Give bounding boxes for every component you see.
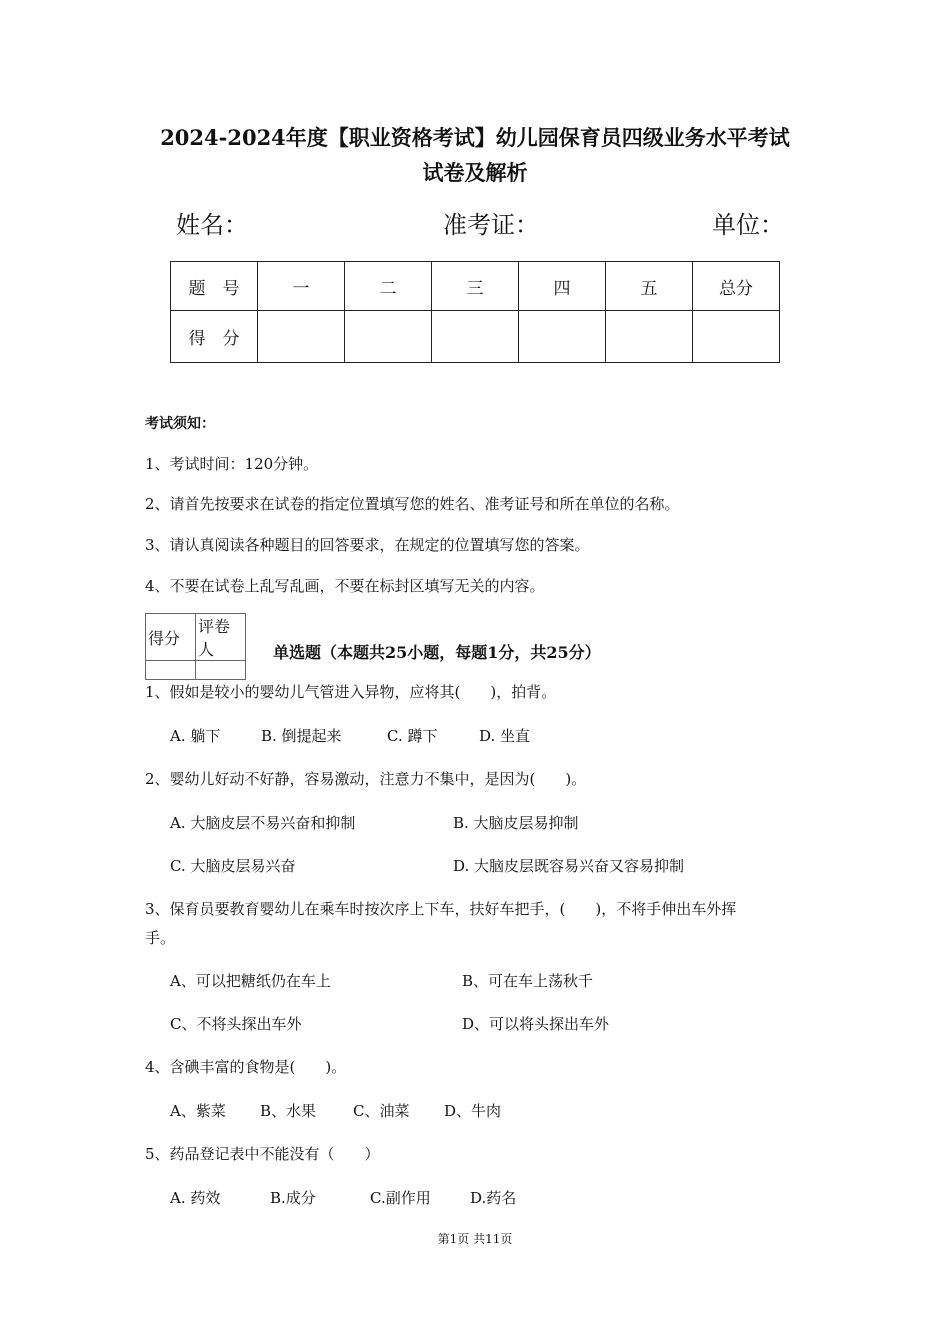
question-stem: 2、婴幼儿好动不好静，容易激动，注意力不集中，是因为( )。 [145,770,587,788]
option: D. 坐直 [479,727,531,745]
score-row-label: 得 分 [171,311,258,363]
option: D. 大脑皮层既容易兴奋又容易抑制 [453,857,685,875]
question-stem: 4、含碘丰富的食物是( )。 [145,1058,347,1076]
exam-title-line2: 试卷及解析 [422,160,528,185]
score-header-cell: 总分 [693,262,780,311]
score-header-cell: 一 [258,262,345,311]
score-table [170,261,780,363]
option: A. 躺下 [170,727,221,745]
grader-score-cell[interactable] [146,661,196,680]
score-header-cell: 三 [432,262,519,311]
option: A、可以把糖纸仍在车上 [170,972,331,990]
question-stem: 5、药品登记表中不能没有（ ） [145,1145,380,1163]
option: B、水果 [260,1102,317,1120]
option: C、油菜 [353,1102,410,1120]
score-header-cell: 题 号 [171,262,258,311]
option: A. 大脑皮层不易兴奋和抑制 [170,814,356,832]
score-input-cell[interactable] [606,311,693,363]
option: A、紫菜 [170,1102,226,1120]
notice-item: 2、请首先按要求在试卷的指定位置填写您的姓名、准考证号和所在单位的名称。 [145,495,680,513]
option: C.副作用 [370,1189,431,1207]
option: B、可在车上荡秋千 [462,972,594,990]
score-input-cell[interactable] [345,311,432,363]
question-stem: 1、假如是较小的婴幼儿气管进入异物，应将其( )，拍背。 [145,683,557,701]
score-input-cell[interactable] [432,311,519,363]
option: B. 大脑皮层易抑制 [453,814,579,832]
option: C、不将头探出车外 [170,1015,302,1033]
grader-name-label: 评卷人 [196,614,246,661]
notice-item: 4、不要在试卷上乱写乱画，不要在标封区填写无关的内容。 [145,577,545,595]
score-header-cell: 四 [519,262,606,311]
page-number-footer: 第1页 共11页 [437,1232,513,1246]
unit-label: 单位： [712,211,784,239]
name-label: 姓名： [176,211,248,239]
option: A. 药效 [170,1189,221,1207]
notice-item: 1、考试时间：120分钟。 [145,455,319,473]
score-input-cell[interactable] [519,311,606,363]
question-stem-continued: 手。 [145,929,176,947]
score-input-cell[interactable] [258,311,345,363]
notice-title: 考试须知： [145,416,215,432]
section-title: 单选题（本题共25小题，每题1分，共25分） [273,643,601,662]
score-table-header-row [171,262,780,311]
grader-score-label: 得分 [146,614,196,661]
score-header-cell: 二 [345,262,432,311]
option: D、可以将头探出车外 [462,1015,610,1033]
score-header-cell: 五 [606,262,693,311]
score-input-cell[interactable] [693,311,780,363]
option: B. 倒提起来 [261,727,342,745]
notice-item: 3、请认真阅读各种题目的回答要求，在规定的位置填写您的答案。 [145,536,590,554]
grader-name-cell[interactable] [196,661,246,680]
exam-id-label: 准考证： [443,211,539,239]
option: C. 大脑皮层易兴奋 [170,857,296,875]
exam-title-line1: 2024-2024年度【职业资格考试】幼儿园保育员四级业务水平考试 [160,125,790,150]
grader-box [145,613,246,680]
question-stem: 3、保育员要教育婴幼儿在乘车时按次序上下车，扶好车把手，( )，不将手伸出车外挥 [145,900,737,918]
option: D、牛肉 [444,1102,502,1120]
score-table-score-row [171,311,780,363]
option: B.成分 [270,1189,316,1207]
option: C. 蹲下 [387,727,438,745]
option: D.药名 [470,1189,517,1207]
